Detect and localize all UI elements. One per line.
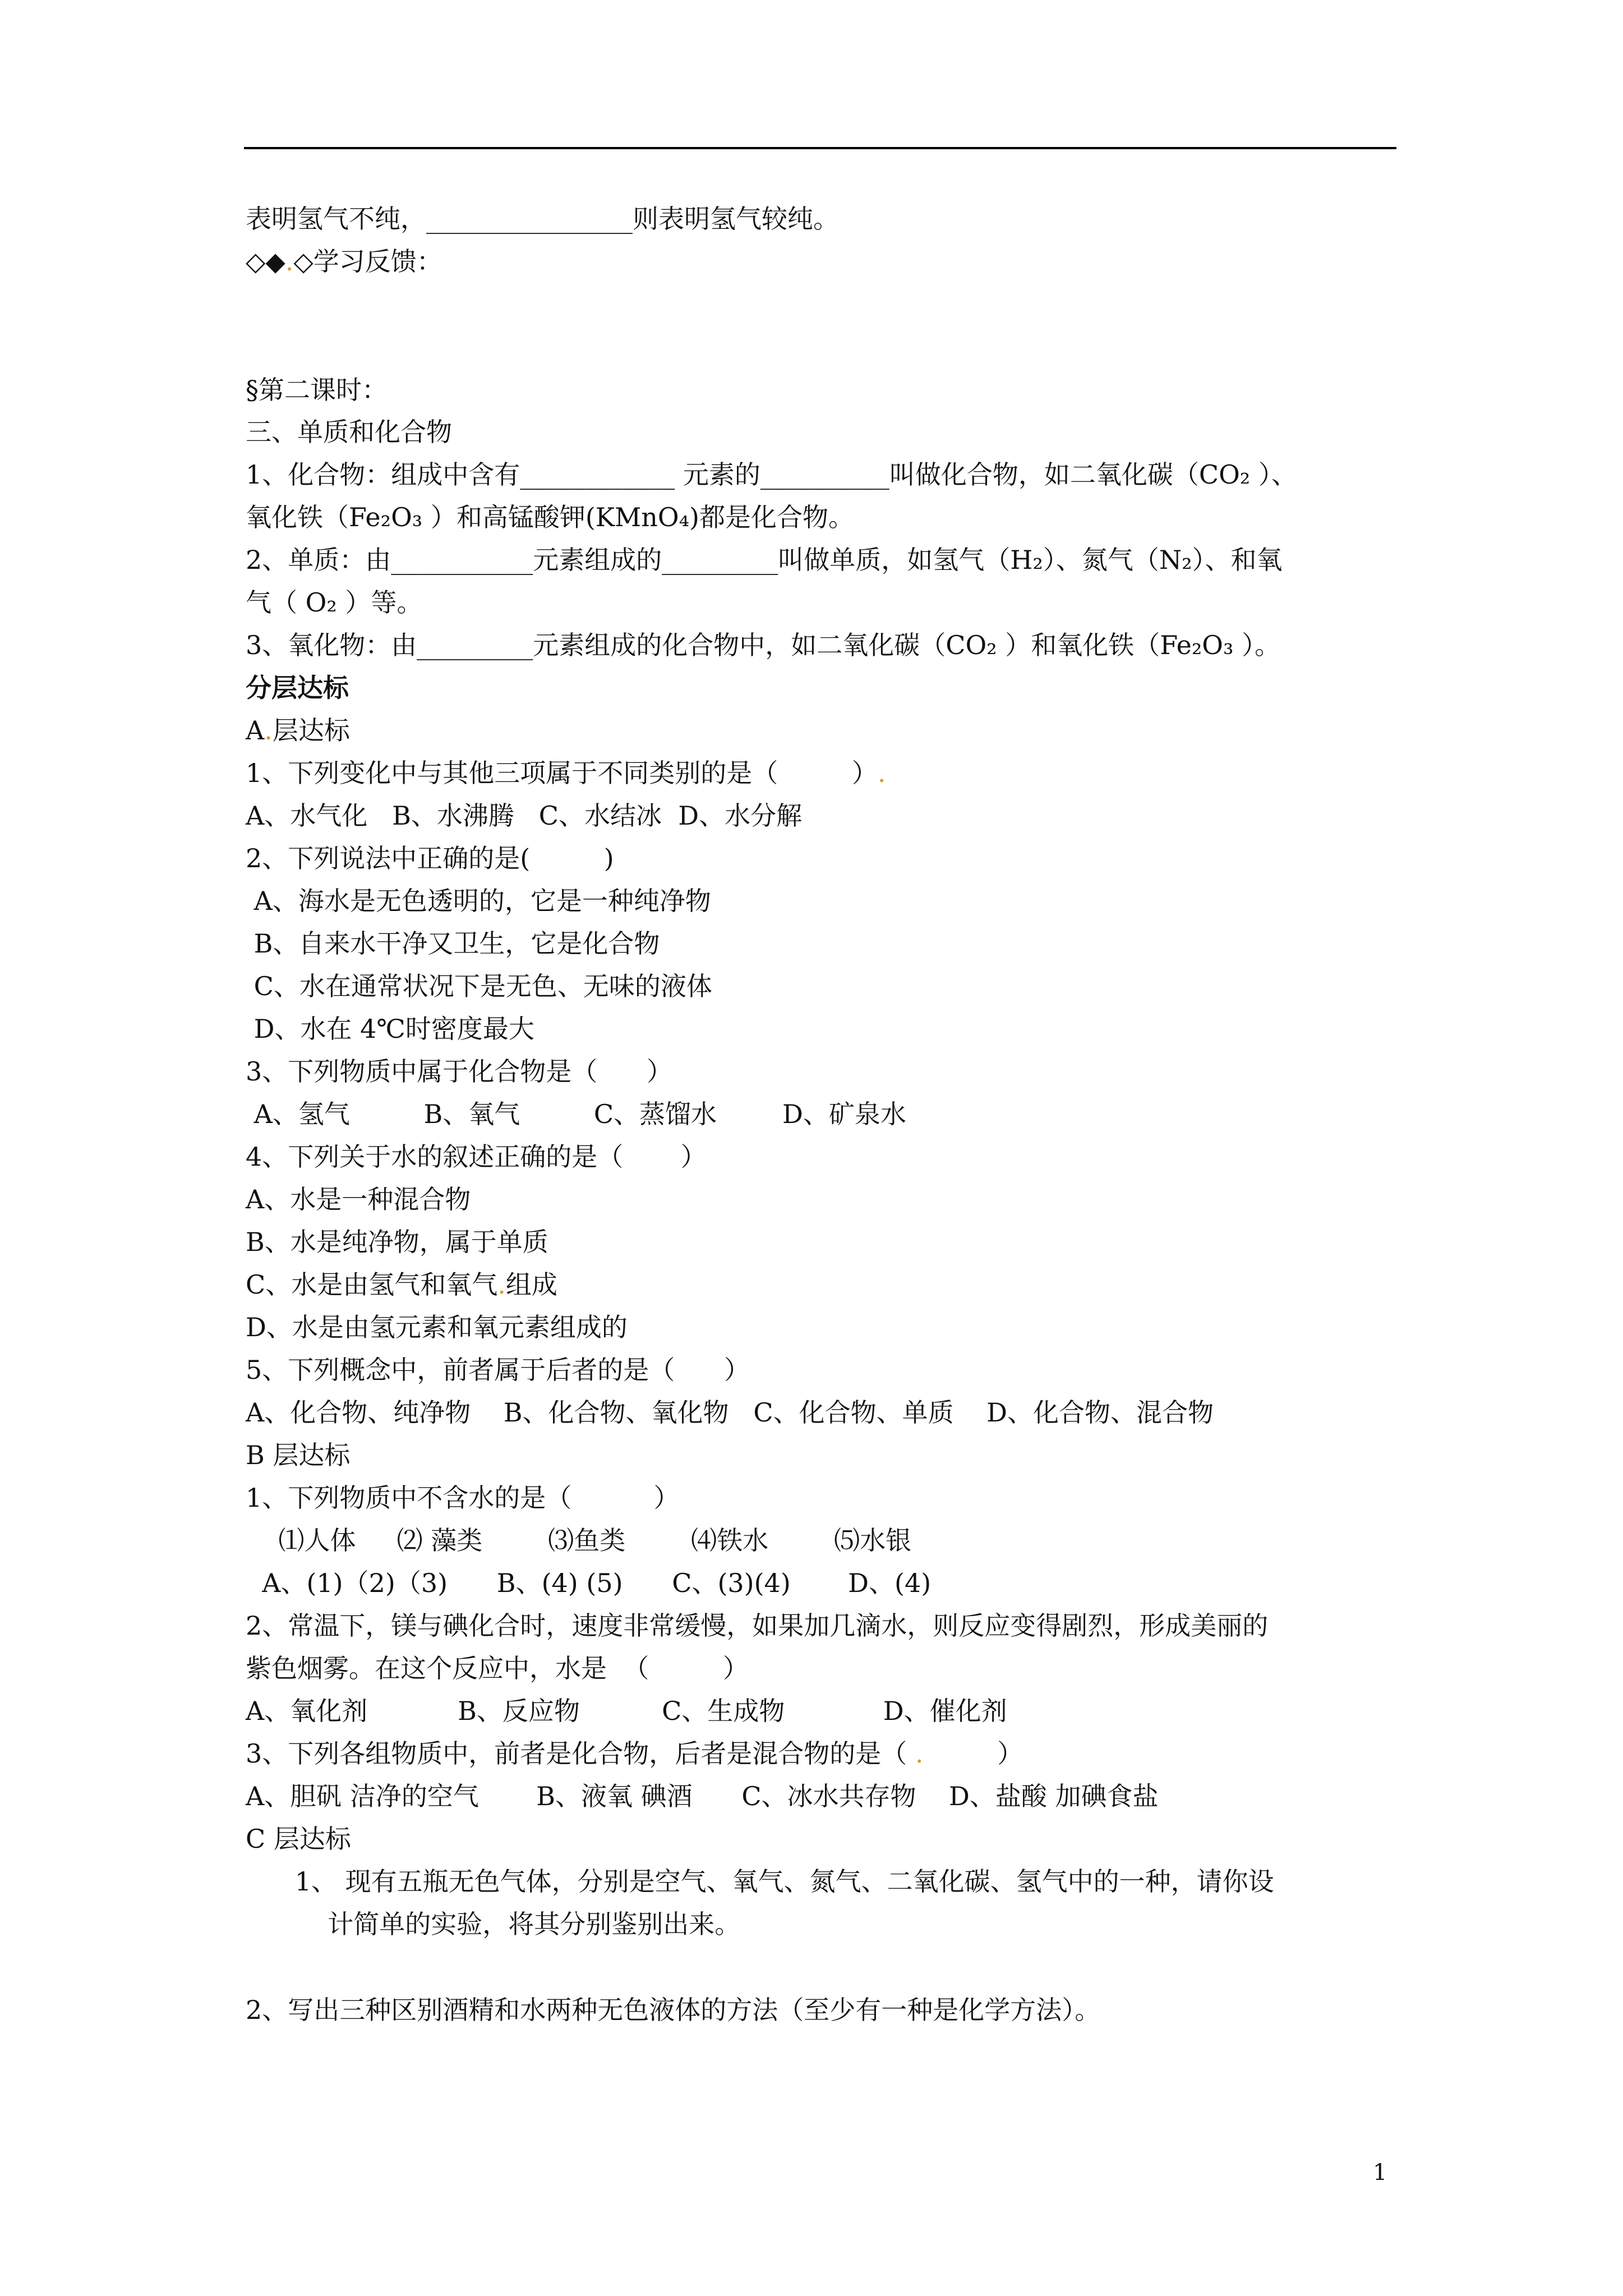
section-heading: 分层达标 [246,673,349,703]
level-letter: A [246,715,265,746]
question: 2、写出三种区别酒精和水两种无色液体的方法（至少有一种是化学方法）。 [246,1995,1101,2025]
question: 1、下列物质中不含水的是（ ） [246,1483,680,1513]
text-line: 3、氧化物：由_________元素组成的化合物中，如二氧化碳（CO₂ ）和氧化铁（Fe₂O₃ ）。 [246,630,1281,660]
answer-option [246,1268,557,1301]
text-line [246,245,442,278]
question [246,1737,1023,1770]
option-text: C、水是由氢气和氧气 [246,1269,498,1300]
level-heading: B 层达标 [246,1440,351,1470]
question [246,756,886,790]
text-line: 表明氢气不纯，________________则表明氢气较纯。 [246,204,839,234]
answer-option: C、水在通常状况下是无色、无味的液体 [246,971,712,1001]
question: 1、 现有五瓶无色气体，分别是空气、氧气、氮气、二氧化碳、氢气中的一种，请你设 [246,1866,1274,1897]
answer-option: D、水在 4℃时密度最大 [246,1014,534,1044]
item-list: ⑴人体 ⑵ 藻类 ⑶鱼类 ⑷铁水 ⑸水银 [246,1525,912,1556]
page-number: 1 [1373,2160,1387,2185]
answer-options: A、化合物、纯净物 B、化合物、氧化物 C、化合物、单质 D、化合物、混合物 [246,1397,1214,1428]
text-line: 2、单质：由___________元素组成的_________叫做单质，如氢气（H₂）、氮气（N₂）、和氧 [246,545,1283,575]
question: 4、下列关于水的叙述正确的是（ ） [246,1142,707,1172]
answer-options: A、氢气 B、氧气 C、蒸馏水 D、矿泉水 [246,1099,906,1129]
answer-options: A、氧化剂 B、反应物 C、生成物 D、催化剂 [246,1696,1007,1726]
question-text: ） [923,1738,1023,1769]
text-line: 气（ O₂ ）等。 [246,587,423,618]
text-line: 1、化合物：组成中含有____________ 元素的__________叫做化合物，如二氧化碳（CO₂ ）、 [246,459,1297,490]
question-text: 3、下列各组物质中，前者是化合物，后者是混合物的是（ [246,1738,915,1769]
text-line: 氧化铁（Fe₂O₃ ）和高锰酸钾(KMnO₄)都是化合物。 [246,502,854,532]
section-heading: 三、单质和化合物 [246,417,452,447]
dot-mark: . [285,246,294,277]
question-text: 1、下列变化中与其他三项属于不同类别的是（ ） [246,758,878,788]
answer-option: D、水是由氢元素和氧元素组成的 [246,1312,628,1342]
answer-option: A、水是一种混合物 [246,1184,471,1214]
dot-mark: . [915,1738,924,1769]
level-heading [246,714,350,747]
question: 计简单的实验，将其分别鉴别出来。 [246,1909,741,1939]
option-text: 组成 [505,1269,557,1300]
diamond-symbols: ◇◆ [246,246,285,277]
header-rule [244,147,1396,149]
question: 2、下列说法中正确的是( ) [246,843,614,873]
question: 3、下列物质中属于化合物是（ ） [246,1056,672,1087]
question: 紫色烟雾。在这个反应中，水是 （ ） [246,1653,749,1683]
section-title: §第二课时： [246,375,388,405]
question: 2、常温下，镁与碘化合时，速度非常缓慢，如果加几滴水，则反应变得剧烈，形成美丽的 [246,1611,1269,1641]
answer-option: A、海水是无色透明的，它是一种纯净物 [246,886,711,916]
answer-options: A、胆矾 洁净的空气 B、液氧 碘酒 C、冰水共存物 D、盐酸 加碘食盐 [246,1781,1159,1811]
answer-options: A、(1)（2)（3) B、(4) (5) C、(3)(4) D、(4) [246,1568,932,1598]
question: 5、下列概念中，前者属于后者的是（ ） [246,1355,750,1385]
level-heading: C 层达标 [246,1824,351,1854]
dot-mark: . [877,758,886,788]
answer-options: A、水气化 B、水沸腾 C、水结冰 D、水分解 [246,800,803,831]
level-label: 层达标 [272,715,350,746]
section-label: ◇学习反馈： [293,246,442,277]
answer-option: B、自来水干净又卫生，它是化合物 [246,928,660,959]
answer-option: B、水是纯净物，属于单质 [246,1227,548,1257]
dot-mark: . [497,1269,506,1300]
dot-mark: . [264,715,273,746]
